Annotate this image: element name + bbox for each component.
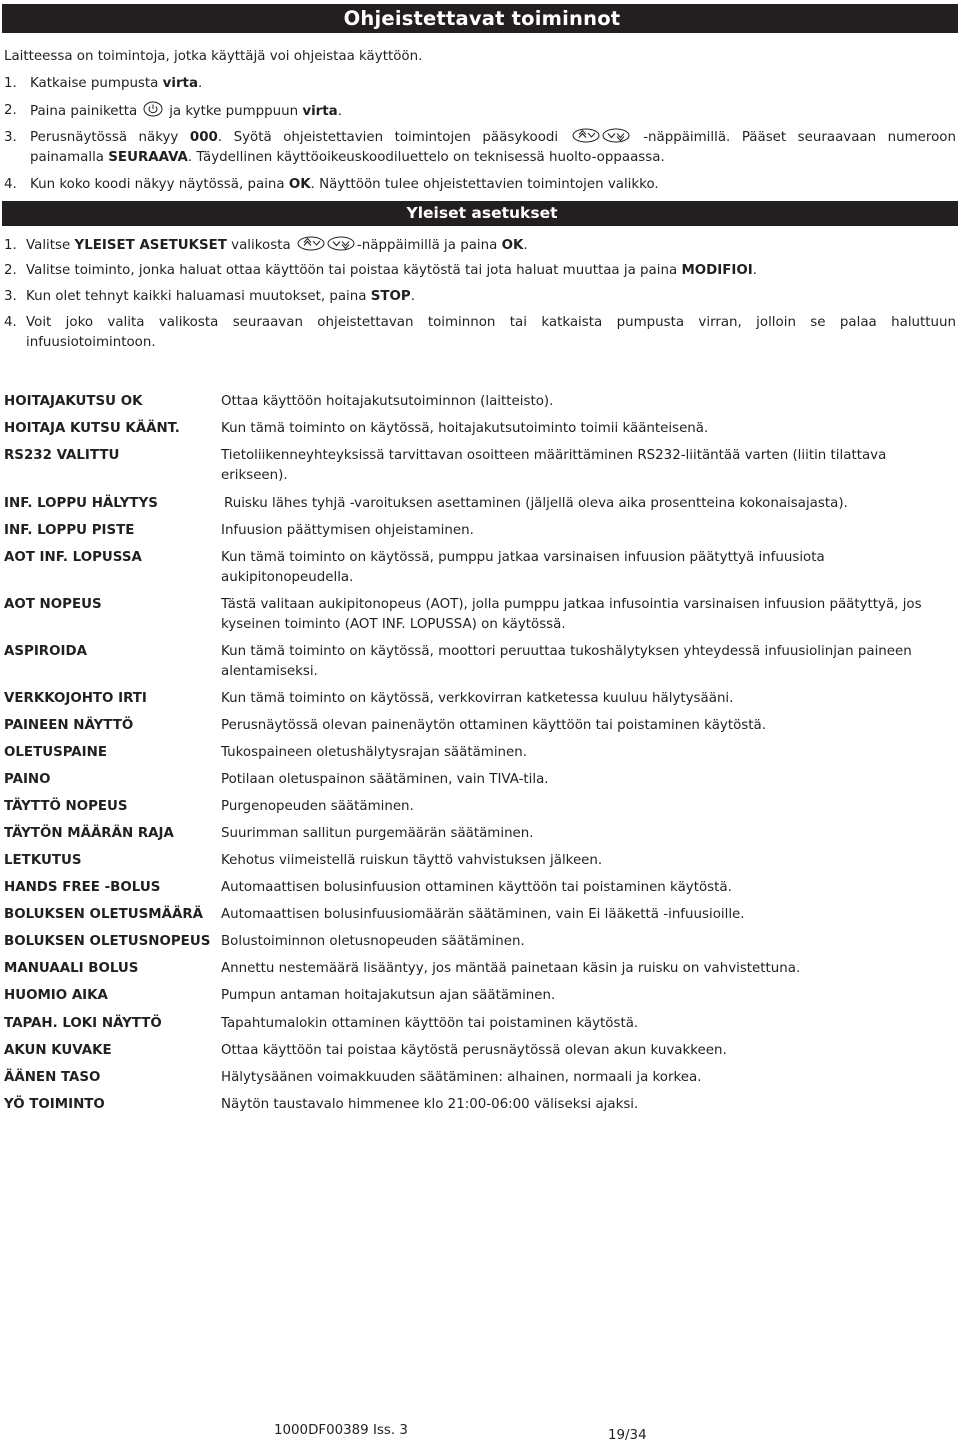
- function-description: Tästä valitaan aukipitonopeus (AOT), jolla pumppu jatkaa infusointia varsinaisen infuusion päätyttyä, jos kyseinen toiminto (AOT INF. LOPUSSA) on käytössä.: [221, 597, 922, 632]
- function-name: PAINO: [4, 772, 51, 787]
- step-1-text: Katkaise pumpusta virta.: [30, 76, 203, 91]
- section-step-4-text: Voit joko valita valikosta seuraavan ohjeistettavan toiminnon tai katkaista pumpusta virran, jolloin se palaa haluttuun infuusiotoimintoon.: [26, 315, 956, 350]
- section-step-3-text: Kun olet tehnyt kaikki haluamasi muutokset, paina STOP.: [26, 289, 415, 304]
- function-name: LETKUTUS: [4, 853, 82, 868]
- function-name: PAINEEN NÄYTTÖ: [4, 718, 134, 733]
- step-number: 3.: [4, 130, 17, 145]
- function-name: HANDS FREE -BOLUS: [4, 880, 161, 895]
- function-name: HUOMIO AIKA: [4, 988, 108, 1003]
- header-bar: [2, 4, 958, 33]
- function-name: INF. LOPPU HÄLYTYS: [4, 496, 158, 511]
- function-name: BOLUKSEN OLETUSMÄÄRÄ: [4, 907, 203, 922]
- function-description: Perusnäytössä olevan painenäytön ottaminen käyttöön tai poistaminen käytöstä.: [221, 718, 766, 733]
- function-description: Automaattisen bolusinfuusiomäärän säätäminen, vain Ei lääkettä -infuusioille.: [221, 907, 745, 922]
- scroll-keys-icon: [297, 236, 355, 251]
- step-number: 3.: [4, 289, 17, 304]
- function-description: Näytön taustavalo himmenee klo 21:00-06:00 väliseksi ajaksi.: [221, 1097, 639, 1112]
- function-name: AOT INF. LOPUSSA: [4, 550, 142, 565]
- function-name: INF. LOPPU PISTE: [4, 523, 135, 538]
- function-description: Tietoliikenneyhteyksissä tarvittavan osoitteen määrittäminen RS232-liitäntää varten (liitin tilattava erikseen).: [221, 448, 887, 483]
- function-name: TAPAH. LOKI NÄYTTÖ: [4, 1016, 162, 1031]
- function-description: Annettu nestemäärä lisääntyy, jos mäntää painetaan käsin ja ruisku on vahvistettuna.: [221, 961, 801, 976]
- function-description: Ruisku lähes tyhjä -varoituksen asettaminen (jäljellä oleva aika prosentteina kokonaisajasta).: [224, 496, 848, 511]
- section-step-1-text: Valitse YLEISET ASETUKSET valikosta -näppäimillä ja paina OK.: [26, 238, 528, 253]
- function-description: Tapahtumalokin ottaminen käyttöön tai poistaminen käytöstä.: [221, 1016, 639, 1031]
- step-number: 4.: [4, 177, 17, 192]
- document-code: 1000DF00389 Iss. 3: [274, 1423, 408, 1438]
- section-title: Yleiset asetukset: [406, 204, 558, 222]
- function-name: ASPIROIDA: [4, 644, 87, 659]
- function-name: HOITAJA KUTSU KÄÄNT.: [4, 421, 180, 436]
- scroll-keys-icon: [572, 128, 630, 143]
- function-name: BOLUKSEN OLETUSNOPEUS: [4, 934, 211, 949]
- function-name: ÄÄNEN TASO: [4, 1070, 101, 1085]
- function-name: RS232 VALITTU: [4, 448, 120, 463]
- function-description: Potilaan oletuspainon säätäminen, vain TIVA-tila.: [221, 772, 549, 787]
- function-name: HOITAJAKUTSU OK: [4, 394, 143, 409]
- function-description: Hälytysäänen voimakkuuden säätäminen: alhainen, normaali ja korkea.: [221, 1070, 702, 1085]
- step-number: 1.: [4, 238, 17, 253]
- page-title: Ohjeistettavat toiminnot: [343, 7, 621, 30]
- function-description: Automaattisen bolusinfuusion ottaminen käyttöön tai poistaminen käytöstä.: [221, 880, 732, 895]
- section-header-bar: [2, 201, 958, 226]
- function-description: Tukospaineen oletushälytysrajan säätäminen.: [221, 745, 528, 760]
- function-name: MANUAALI BOLUS: [4, 961, 139, 976]
- function-description: Suurimman sallitun purgemäärän säätäminen.: [221, 826, 534, 841]
- step-number: 1.: [4, 76, 17, 91]
- function-name: AKUN KUVAKE: [4, 1043, 112, 1058]
- step-3-text: Perusnäytössä näkyy 000. Syötä ohjeistettavien toimintojen pääsykoodi -näppäimillä. Pääset seuraavaan numeroon painamalla SEURAAVA. Täydellinen käyttöoikeuskoodiluettelo on teknisessä huolto-oppaassa.: [30, 130, 956, 165]
- step-4-text: Kun koko koodi näkyy näytössä, paina OK. Näyttöön tulee ohjeistettavien toimintojen valikko.: [30, 177, 659, 192]
- function-description: Bolustoiminnon oletusnopeuden säätäminen.: [221, 934, 525, 949]
- step-2-text: Paina painiketta ja kytke pumppuun virta.: [30, 101, 342, 122]
- step-number: 4.: [4, 315, 17, 330]
- function-description: Pumpun antaman hoitajakutsun ajan säätäminen.: [221, 988, 556, 1003]
- function-description: Infuusion päättymisen ohjeistaminen.: [221, 523, 474, 538]
- function-name: OLETUSPAINE: [4, 745, 107, 760]
- function-name: TÄYTTÖ NOPEUS: [4, 799, 128, 814]
- function-name: TÄYTÖN MÄÄRÄN RAJA: [4, 826, 174, 841]
- function-description: Kun tämä toiminto on käytössä, pumppu jatkaa varsinaisen infuusion päätyttyä infuusiota aukipitonopeudella.: [221, 550, 825, 585]
- intro-text: Laitteessa on toimintoja, jotka käyttäjä voi ohjeistaa käyttöön.: [4, 49, 423, 64]
- function-description: Ottaa käyttöön tai poistaa käytöstä perusnäytössä olevan akun kuvakkeen.: [221, 1043, 727, 1058]
- function-name: VERKKOJOHTO IRTI: [4, 691, 147, 706]
- function-description: Purgenopeuden säätäminen.: [221, 799, 414, 814]
- function-name: YÖ TOIMINTO: [4, 1097, 105, 1112]
- step-number: 2.: [4, 103, 17, 118]
- function-description: Kehotus viimeistellä ruiskun täyttö vahvistuksen jälkeen.: [221, 853, 603, 868]
- function-description: Kun tämä toiminto on käytössä, hoitajakutsutoiminto toimii käänteisenä.: [221, 421, 709, 436]
- power-button-icon: [143, 101, 163, 117]
- function-description: Kun tämä toiminto on käytössä, moottori peruuttaa tukoshälytyksen yhteydessä infuusiolinjan paineen alentamiseksi.: [221, 644, 912, 679]
- section-step-2-text: Valitse toiminto, jonka haluat ottaa käyttöön tai poistaa käytöstä tai jota haluat muuttaa ja paina MODIFIOI.: [26, 263, 758, 278]
- page-number: 19/34: [608, 1428, 647, 1443]
- function-name: AOT NOPEUS: [4, 597, 102, 612]
- step-number: 2.: [4, 263, 17, 278]
- function-description: Kun tämä toiminto on käytössä, verkkovirran katketessa kuuluu hälytysääni.: [221, 691, 734, 706]
- function-description: Ottaa käyttöön hoitajakutsutoiminnon (laitteisto).: [221, 394, 554, 409]
